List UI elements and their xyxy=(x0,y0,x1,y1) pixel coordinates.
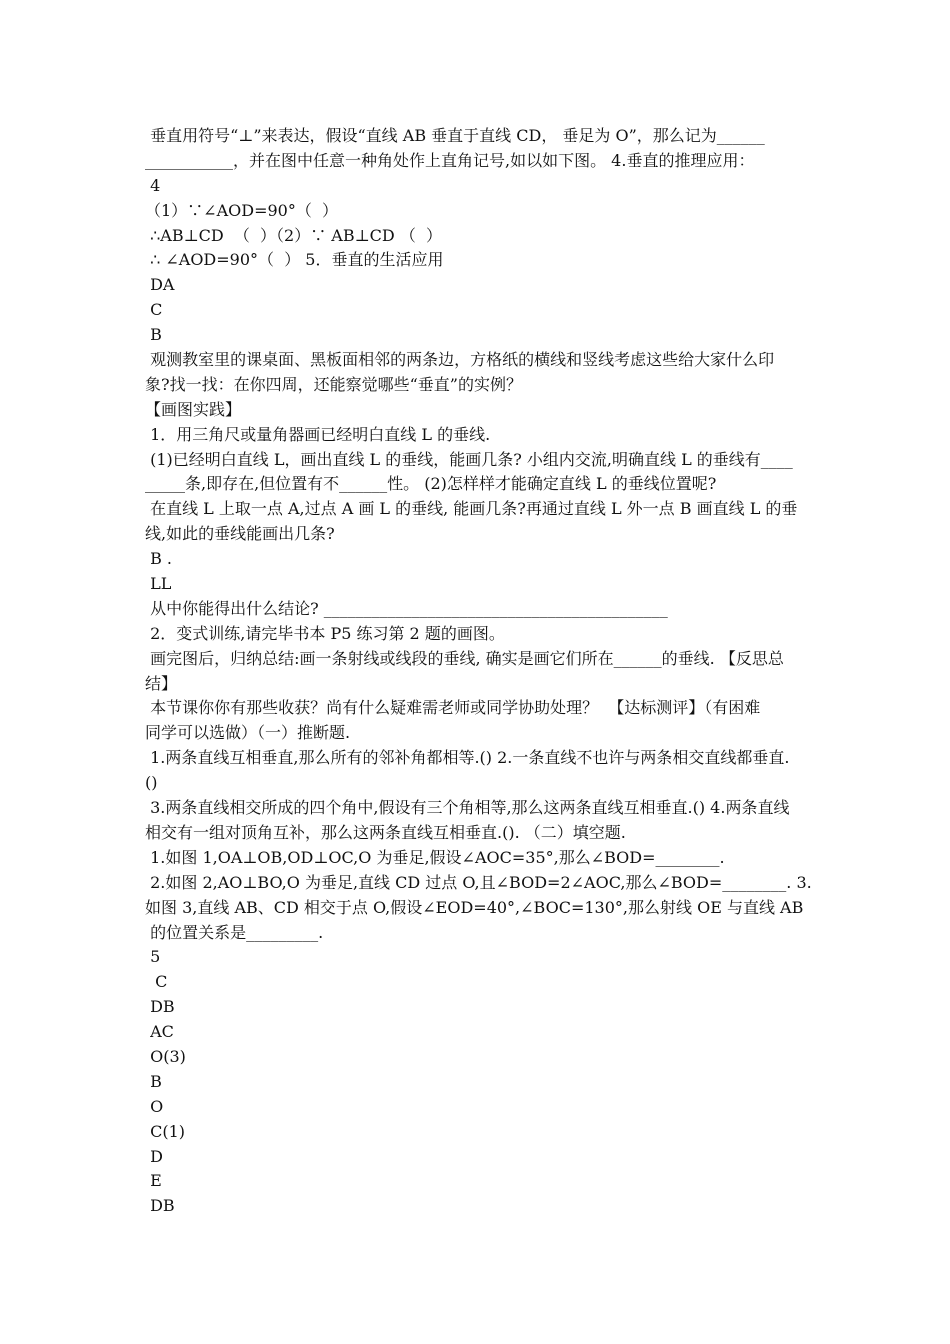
text-line: 2．变式训练,请完毕书本 P5 练习第 2 题的画图。 xyxy=(145,623,505,643)
text-line: 从中你能得出什么结论? ___________________________________________ xyxy=(145,598,668,618)
figure-label: C xyxy=(145,300,163,320)
text-line: 本节课你你有那些收获？尚有什么疑难需老师或同学协助处理？ 【达标测评】（有困难 xyxy=(145,698,761,718)
text-line: 1．用三角尺或量角器画已经明白直线 L 的垂线. xyxy=(145,424,491,444)
figure-label: DA xyxy=(145,275,175,295)
figure-label: DB xyxy=(145,1196,175,1216)
text-line: 观测教室里的课桌面、黑板面相邻的两条边，方格纸的横线和竖线考虑这些给大家什么印 xyxy=(145,350,775,370)
text-line: 线,如此的垂线能画出几条? xyxy=(145,524,335,544)
figure-label: B . xyxy=(145,549,173,569)
figure-label: AC xyxy=(145,1022,174,1042)
text-line: ∴AB⊥CD （ ）（2）∵ AB⊥CD （ ） xyxy=(145,225,442,245)
text-line: _____条,即存在,但位置有不______性。 (2)怎样样才能确定直线 L 的垂线位置呢? xyxy=(145,474,717,494)
section-heading: 【画图实践】 xyxy=(145,399,242,419)
figure-label: O xyxy=(145,1096,164,1116)
figure-label: O(3) xyxy=(145,1046,186,1066)
figure-label: LL xyxy=(145,574,172,594)
text-line: ∴ ∠AOD=90°（ ） 5．垂直的生活应用 xyxy=(145,250,444,270)
text-line: 的位置关系是_________. xyxy=(145,922,324,942)
text-line: （1）∵∠AOD=90°（ ） xyxy=(145,200,339,220)
text-line: 1.如图 1,OA⊥OB,OD⊥OC,O 为垂足,假设∠AOC=35°,那么∠BOD=________. xyxy=(145,847,725,867)
figure-label: B xyxy=(145,1071,162,1091)
figure-label: DB xyxy=(145,997,175,1017)
figure-label: D xyxy=(145,1146,163,1166)
figure-label: E xyxy=(145,1171,162,1191)
text-line: 相交有一组对顶角互补，那么这两条直线互相垂直.(). （二）填空题. xyxy=(145,822,626,842)
text-line: 画完图后，归纳总结:画一条射线或线段的垂线, 确实是画它们所在______的垂线. 【反思总 xyxy=(145,648,784,668)
text-line: 同学可以选做）（一）推断题. xyxy=(145,723,351,743)
text-line: 2.如图 2,AO⊥BO,O 为垂足,直线 CD 过点 O,且∠BOD=2∠AOC,那么∠BOD=________. 3. xyxy=(145,872,812,892)
text-line: 结】 xyxy=(145,673,178,693)
document-body xyxy=(145,124,813,1219)
text-line: ___________，并在图中任意一种角处作上直角记号,如以如下图。 4.垂直的推理应用： xyxy=(145,150,755,170)
figure-label: C(1) xyxy=(145,1121,185,1141)
text-line: 如图 3,直线 AB、CD 相交于点 O,假设∠EOD=40°,∠BOC=130°,那么射线 OE 与直线 AB xyxy=(145,897,804,917)
figure-label: B xyxy=(145,325,162,345)
text-line: (1)已经明白直线 L，画出直线 L 的垂线，能画几条? 小组内交流,明确直线 L 的垂线有____ xyxy=(145,449,793,469)
text-line: 1.两条直线互相垂直,那么所有的邻补角都相等.() 2.一条直线不也许与两条相交直线都垂直. xyxy=(145,748,790,768)
text-line: 4 xyxy=(145,175,161,195)
text-line: 象?找一找：在你四周，还能察觉哪些“垂直”的实例？ xyxy=(145,374,522,394)
figure-label: 5 xyxy=(145,947,161,967)
text-line: 在直线 L 上取一点 A,过点 A 画 L 的垂线, 能画几条?再通过直线 L 外一点 B 画直线 L 的垂 xyxy=(145,499,798,519)
text-line: 3.两条直线相交所成的四个角中,假设有三个角相等,那么这两条直线互相垂直.() 4.两条直线 xyxy=(145,798,790,818)
text-line: 垂直用符号“⊥”来表达，假设“直线 AB 垂直于直线 CD， 垂足为 O”，那么记为______ xyxy=(145,126,765,145)
text-line: () xyxy=(145,773,158,793)
figure-label: C xyxy=(145,972,168,992)
